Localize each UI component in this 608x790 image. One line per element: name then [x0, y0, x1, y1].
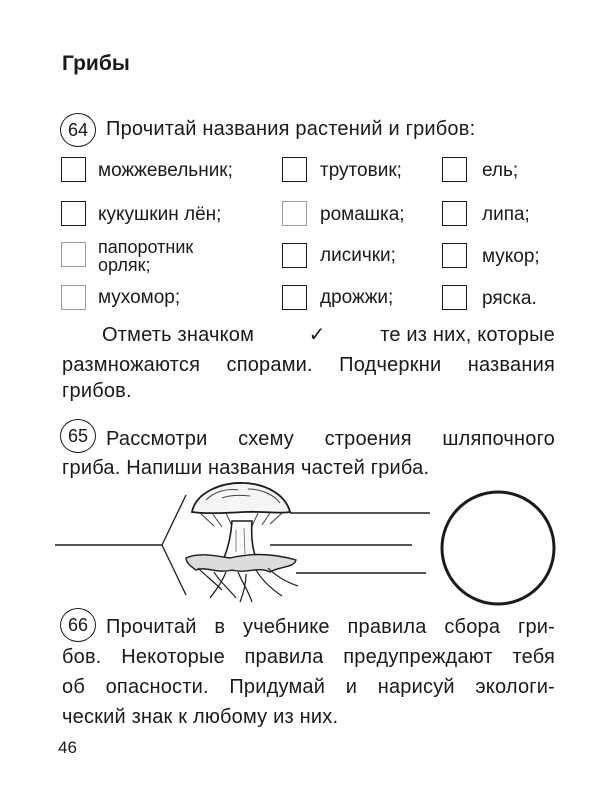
task64-instruction-line2: размножаются спорами. Подчеркни названия: [62, 354, 555, 376]
task66-line2: бов. Некоторые правила предупреждают тебя: [62, 646, 555, 668]
task64-intro: Прочитай названия растений и грибов:: [106, 118, 476, 140]
task66-line3: об опасности. Придумай и нарисуй экологи-: [62, 676, 555, 698]
item-label: мухомор;: [98, 287, 181, 308]
pointer-line: [162, 545, 186, 595]
instruction-text: те из них, которые: [380, 324, 555, 346]
item-label: можжевельник;: [98, 160, 233, 181]
item-label: папоротник орляк;: [98, 237, 194, 275]
task-number-65: 65: [60, 419, 96, 453]
task66-line1: Прочитай в учебнике правила сбора гри-: [106, 616, 555, 638]
page-number: 46: [58, 738, 77, 757]
mushroom-stem-icon: [224, 521, 256, 558]
item-label: дрожжи;: [320, 287, 394, 308]
soil-icon: [186, 555, 296, 573]
item-label: мукор;: [482, 246, 540, 267]
item-label: трутовик;: [320, 160, 402, 181]
item-label: ряска.: [482, 288, 537, 309]
section-title: Грибы: [62, 52, 130, 75]
task66-line4: ческий знак к любому из них.: [62, 706, 339, 728]
pointer-line: [162, 495, 186, 545]
task-number-64: 64: [60, 113, 96, 147]
check-mark-icon: ✓: [308, 324, 326, 346]
item-label: кукушкин лён;: [98, 204, 222, 225]
mycelium-icon: [198, 568, 298, 602]
item-label: лисички;: [320, 245, 396, 266]
task65-line2: гриба. Напиши названия частей гриба.: [62, 457, 430, 479]
task-number-66: 66: [60, 608, 96, 642]
task64-instruction-line3: грибов.: [62, 380, 132, 402]
task65-line1: Рассмотри схему строения шляпочного: [106, 428, 555, 450]
item-label: ромашка;: [320, 204, 405, 225]
item-label: ель;: [482, 160, 519, 181]
instruction-text: Отметь значком: [102, 324, 255, 346]
drawing-circle[interactable]: [442, 492, 554, 604]
item-label: липа;: [482, 204, 530, 225]
